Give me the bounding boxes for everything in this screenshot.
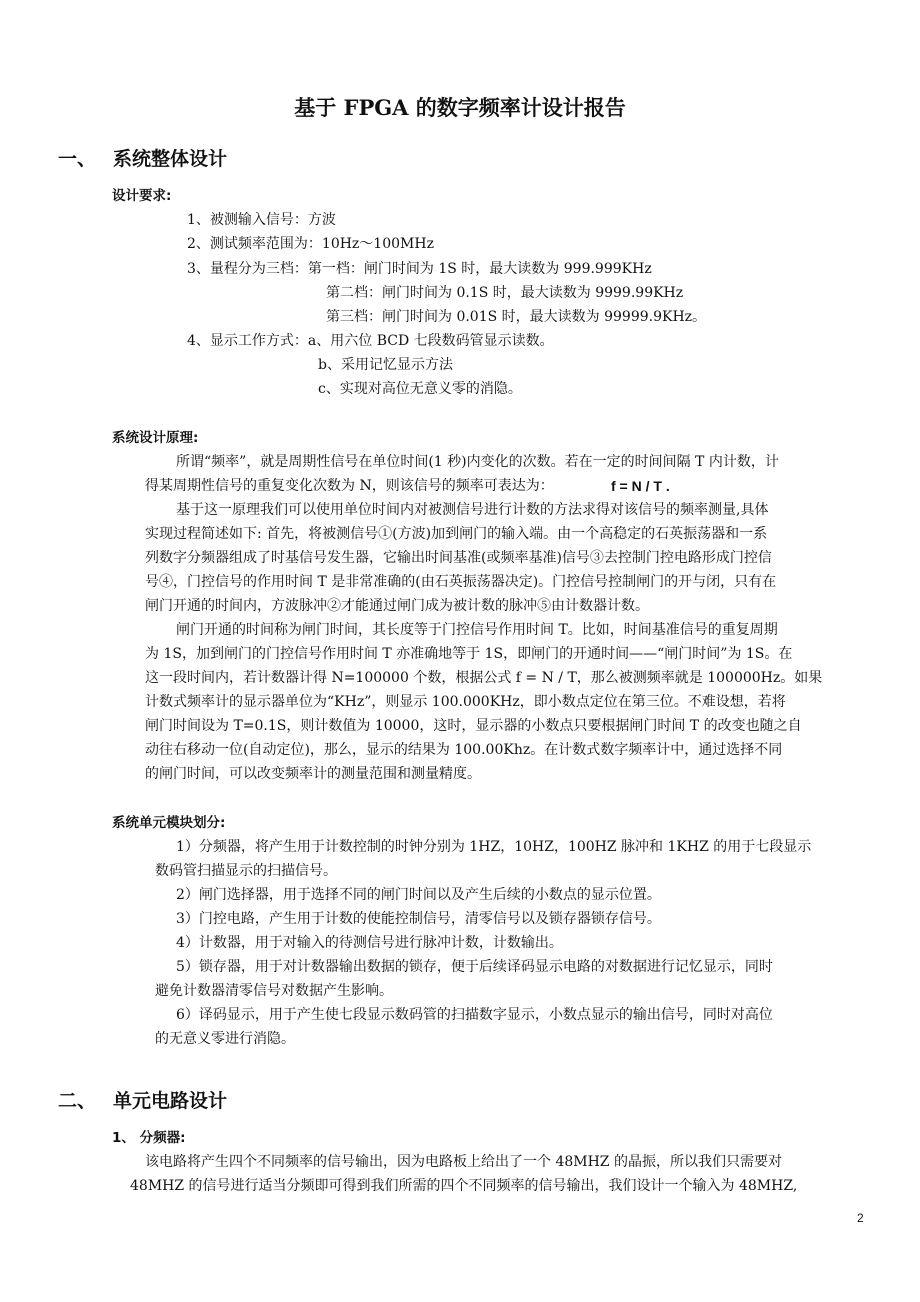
principle-line: 的闸门时间，可以改变频率计的测量范围和测量精度。 — [145, 766, 481, 782]
principle-line: 实现过程简述如下: 首先，将被测信号①(方波)加到闸门的输入端。由一个高稳定的石英振荡器和一系 — [145, 526, 768, 542]
page-title: 基于 FPGA 的数字频率计设计报告 — [294, 95, 626, 120]
frequency-formula: f = N / T . — [611, 478, 670, 494]
module-line: 4）计数器，用于对输入的待测信号进行脉冲计数，计数输出。 — [176, 935, 563, 951]
section-1-number: 一、 — [58, 148, 97, 170]
principle-line: 闸门时间设为 T=0.1S，则计数值为 10000，这时，显示器的小数点只要根据闸门时间 T 的改变也随之自 — [145, 718, 802, 734]
module-line: 的无意义零进行消隐。 — [155, 1031, 295, 1047]
requirement-item: 第二档：闸门时间为 0.1S 时，最大读数为 9999.99KHz — [326, 285, 684, 301]
module-line: 6）译码显示，用于产生使七段显示数码管的扫描数字显示，小数点显示的输出信号，同时对高位 — [176, 1007, 773, 1023]
requirement-item: 1、被测输入信号：方波 — [187, 212, 336, 228]
principle-line: 得某周期性信号的重复变化次数为 N，则该信号的频率可表达为： — [145, 478, 554, 494]
requirement-item: 第三档：闸门时间为 0.01S 时，最大读数为 99999.9KHz。 — [326, 309, 707, 325]
principle-line: 号④，门控信号的作用时间 T 是非常准确的(由石英振荡器决定)。门控信号控制闸门的开与闭，只有在 — [145, 574, 777, 590]
principle-line: 这一段时间内，若计数器计得 N=100000 个数，根据公式 f = N / T，那么被测频率就是 100000Hz。如果 — [145, 670, 823, 686]
page-number: 2 — [857, 1211, 864, 1225]
module-line: 5）锁存器，用于对计数器输出数据的锁存，便于后续译码显示电路的对数据进行记忆显示，同时 — [176, 959, 773, 975]
module-line: 避免计数器清零信号对数据产生影响。 — [155, 983, 393, 999]
section-2-heading: 单元电路设计 — [113, 1090, 228, 1112]
requirement-item: 3、量程分为三档：第一档：闸门时间为 1S 时，最大读数为 999.999KHz — [187, 261, 652, 277]
modules-label: 系统单元模块划分: — [112, 815, 226, 831]
requirement-item: b、采用记忆显示方法 — [318, 357, 453, 373]
divider-line: 48MHZ 的信号进行适当分频即可得到我们所需的四个不同频率的信号输出，我们设计一个输入为 48MHZ, — [130, 1178, 798, 1194]
principle-line: 动往右移动一位(自动定位)，那么，显示的结果为 100.00Khz。在计数式数字频率计中，通过选择不同 — [145, 742, 783, 758]
requirement-item: 4、显示工作方式：a、用六位 BCD 七段数码管显示读数。 — [187, 333, 554, 349]
requirement-item: c、实现对高位无意义零的消隐。 — [318, 381, 522, 397]
principle-line: 计数式频率计的显示器单位为“KHz”，则显示 100.000KHz，即小数点定位在第三位。不难设想，若将 — [145, 694, 786, 710]
requirement-item: 2、测试频率范围为：10Hz～100MHz — [187, 236, 434, 252]
principle-line: 所谓“频率”，就是周期性信号在单位时间(1 秒)内变化的次数。若在一定的时间间隔 T 内计数，计 — [176, 454, 779, 470]
principle-label: 系统设计原理: — [112, 430, 199, 446]
principle-line: 列数字分频器组成了时基信号发生器，它输出时间基准(或频率基准)信号③去控制门控电路形成门控信 — [145, 550, 772, 566]
module-line: 1）分频器，将产生用于计数控制的时钟分别为 1HZ，10HZ，100HZ 脉冲和 1KHZ 的用于七段显示 — [176, 839, 812, 855]
section-2-number: 二、 — [58, 1090, 97, 1112]
section-1-heading: 系统整体设计 — [113, 148, 228, 170]
principle-line: 基于这一原理我们可以使用单位时间内对被测信号进行计数的方法求得对该信号的频率测量,具体 — [176, 502, 769, 518]
requirements-label: 设计要求: — [112, 188, 172, 204]
subsection-divider-label: 1、 分频器: — [112, 1130, 186, 1146]
principle-line: 闸门开通的时间内，方波脉冲②才能通过闸门成为被计数的脉冲⑤由计数器计数。 — [145, 598, 649, 614]
principle-line: 闸门开通的时间称为闸门时间，其长度等于门控信号作用时间 T。比如，时间基准信号的重复周期 — [176, 622, 778, 638]
module-line: 2）闸门选择器，用于选择不同的闸门时间以及产生后续的小数点的显示位置。 — [176, 887, 661, 903]
module-line: 3）门控电路，产生用于计数的使能控制信号，清零信号以及锁存器锁存信号。 — [176, 911, 661, 927]
principle-line: 为 1S，加到闸门的门控信号作用时间 T 亦准确地等于 1S，即闸门的开通时间——“闸门时间”为 1S。在 — [145, 646, 793, 662]
module-line: 数码管扫描显示的扫描信号。 — [155, 863, 337, 879]
divider-line: 该电路将产生四个不同频率的信号输出，因为电路板上给出了一个 48MHZ 的晶振，所以我们只需要对 — [145, 1154, 782, 1170]
